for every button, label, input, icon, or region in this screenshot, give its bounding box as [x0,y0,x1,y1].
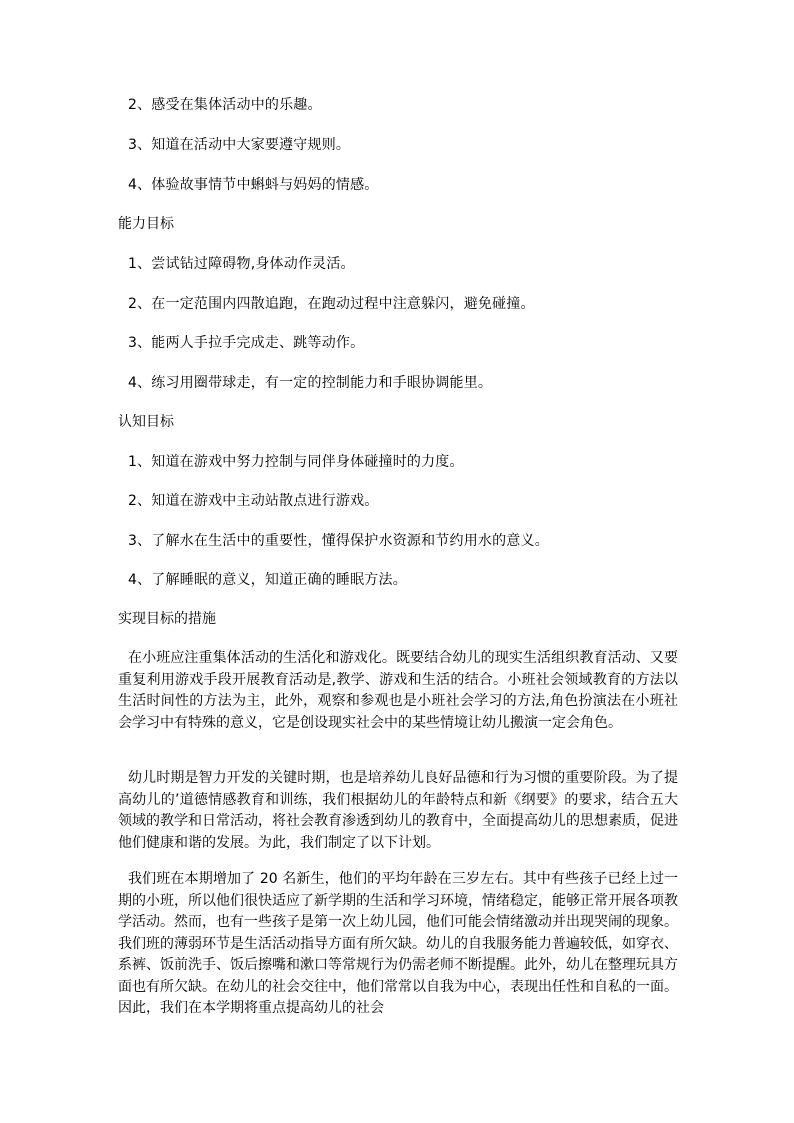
body-paragraph: 我们班在本期增加了 20 名新生，他们的平均年龄在三岁左右。其中有些孩子已经上过一期的小班，所以他们很快适应了新学期的生活和学习环境，情绪稳定，能够正常开展各项教学活动。然而，也有一些孩子是第一次上幼儿园，他们可能会情绪激动并出现哭闹的现象。我们班的薄弱环节是生活活动指导方面有所欠缺。幼儿的自我服务能力普遍较低，如穿衣、系裤、饭前洗手、饭后擦嘴和漱口等常规行为仍需老师不断提醒。此外，幼儿在整理玩具方面也有所欠缺。在幼儿的社会交往中，他们常常以自我为中心，表现出任性和自私的一面。因此，我们在本学期将重点提高幼儿的社会 [118,871,678,1016]
list-item: 3、了解水在生活中的重要性，懂得保护水资源和节约用水的意义。 [128,533,549,549]
list-item: 2、感受在集体活动中的乐趣。 [128,97,322,113]
body-paragraph: 幼儿时期是智力开发的关键时期，也是培养幼儿良好品德和行为习惯的重要阶段。为了提高幼儿的’道德情感教育和训练，我们根据幼儿的年龄特点和新《纲要》的要求，结合五大领域的教学和日常活动，将社会教育渗透到幼儿的教育中，全面提高幼儿的思想素质，促进他们健康和谐的发展。为此，我们制定了以下计划。 [118,770,678,851]
list-item: 1、尝试钻过障碍物,身体动作灵活。 [128,256,355,272]
section-heading-ability: 能力目标 [118,216,174,232]
list-item: 4、了解睡眠的意义，知道正确的睡眠方法。 [128,572,407,588]
section-heading-measures: 实现目标的措施 [118,611,216,627]
body-paragraph: 在小班应注重集体活动的生活化和游戏化。既要结合幼儿的现实生活组织教育活动、又要重复利用游戏手段开展教育活动是,教学、游戏和生活的结合。小班社会领域教育的方法以生活时间性的方法为主，此外，观察和参观也是小班社会学习的方法,角色扮演法在小班社会学习中有特殊的意义，它是创设现实社会中的某些情境让幼儿搬演一定会角色。 [118,650,678,731]
list-item: 4、体验故事情节中蝌蚪与妈妈的情感。 [128,177,379,193]
list-item: 4、练习用圈带球走，有一定的控制能力和手眼协调能里。 [128,375,493,391]
section-heading-cognition: 认知目标 [118,414,174,430]
list-item: 2、在一定范围内四散追跑，在跑动过程中注意躲闪，避免碰撞。 [128,296,535,312]
list-item: 3、知道在活动中大家要遵守规则。 [128,137,351,153]
list-item: 1、知道在游戏中努力控制与同伴身体碰撞时的力度。 [128,454,464,470]
list-item: 3、能两人手拉手完成走、跳等动作。 [128,335,365,351]
list-item: 2、知道在游戏中主动站散点进行游戏。 [128,493,379,509]
